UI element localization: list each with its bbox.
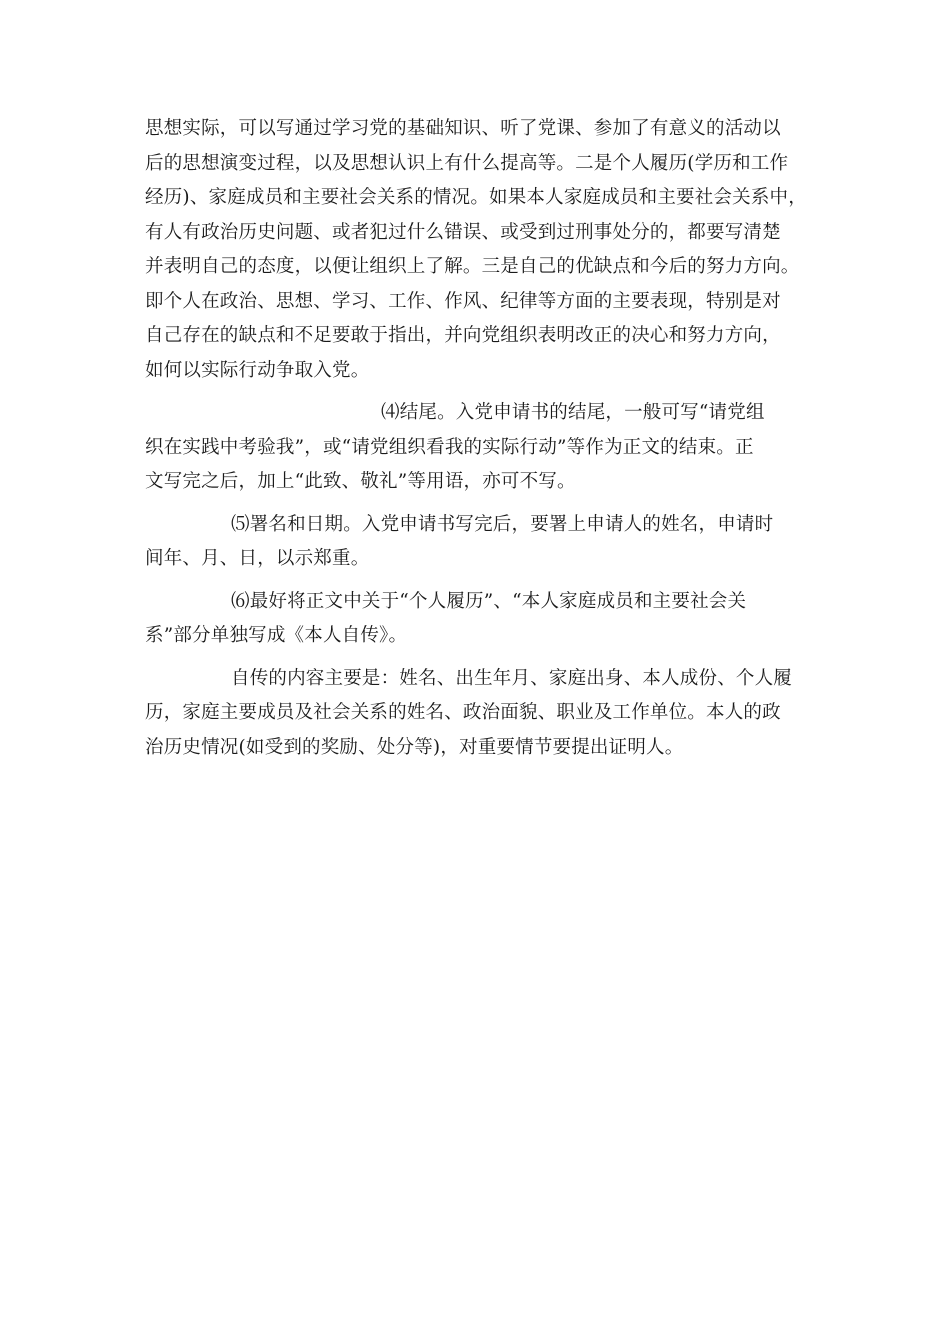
text-line: 系”部分单独写成《本人自传》。: [145, 625, 408, 646]
text-line: ⑹最好将正文中关于“个人履历”、“本人家庭成员和主要社会关: [231, 590, 747, 612]
text-line: 文写完之后，加上“此致、敬礼”等用语，亦可不写。: [145, 471, 576, 492]
text-line: ⑸署名和日期。入党申请书写完后，要署上申请人的姓名，申请时: [231, 513, 774, 535]
paragraph-signature: [145, 508, 810, 577]
text-line: 织在实践中考验我”，或“请党组织看我的实际行动”等作为正文的结束。正: [145, 436, 754, 458]
text-line: 并表明自己的态度，以便让组织上了解。三是自己的优缺点和今后的努力方向。: [145, 256, 800, 277]
paragraph-ending: [145, 396, 810, 500]
text-line: 治历史情况(如受到的奖励、处分等)，对重要情节要提出证明人。: [145, 736, 684, 758]
text-line: ⑷结尾。入党申请书的结尾，一般可写“请党组: [381, 402, 765, 423]
paragraph-gap: [145, 388, 810, 396]
text-line: 自传的内容主要是：姓名、出生年月、家庭出身、本人成份、个人履: [231, 667, 793, 689]
text-line: 自己存在的缺点和不足要敢于指出，并向党组织表明改正的决心和努力方向，: [145, 325, 781, 346]
text-line: 经历)、家庭成员和主要社会关系的情况。如果本人家庭成员和主要社会关系中，: [145, 187, 807, 208]
text-line: 有人有政治历史问题、或者犯过什么错误、或受到过刑事处分的，都要写清楚: [145, 221, 781, 243]
paragraph-autobiography-content: [145, 662, 810, 766]
document-body: [145, 112, 810, 765]
text-line: 间年、月、日，以示郑重。: [145, 548, 370, 569]
paragraph-autobiography-note: [145, 585, 810, 654]
text-line: 思想实际，可以写通过学习党的基础知识、听了党课、参加了有意义的活动以: [145, 118, 781, 139]
text-line: 历，家庭主要成员及社会关系的姓名、政治面貌、职业及工作单位。本人的政: [145, 702, 781, 723]
text-line: 即个人在政治、思想、学习、工作、作风、纪律等方面的主要表现，特别是对: [145, 290, 781, 312]
text-line: 如何以实际行动争取入党。: [145, 359, 370, 381]
text-line: 后的思想演变过程，以及思想认识上有什么提高等。二是个人履历(学历和工作: [145, 152, 789, 174]
paragraph-gap: [145, 654, 810, 662]
paragraph-gap: [145, 577, 810, 585]
paragraph-continued: [145, 112, 810, 388]
paragraph-gap: [145, 500, 810, 508]
